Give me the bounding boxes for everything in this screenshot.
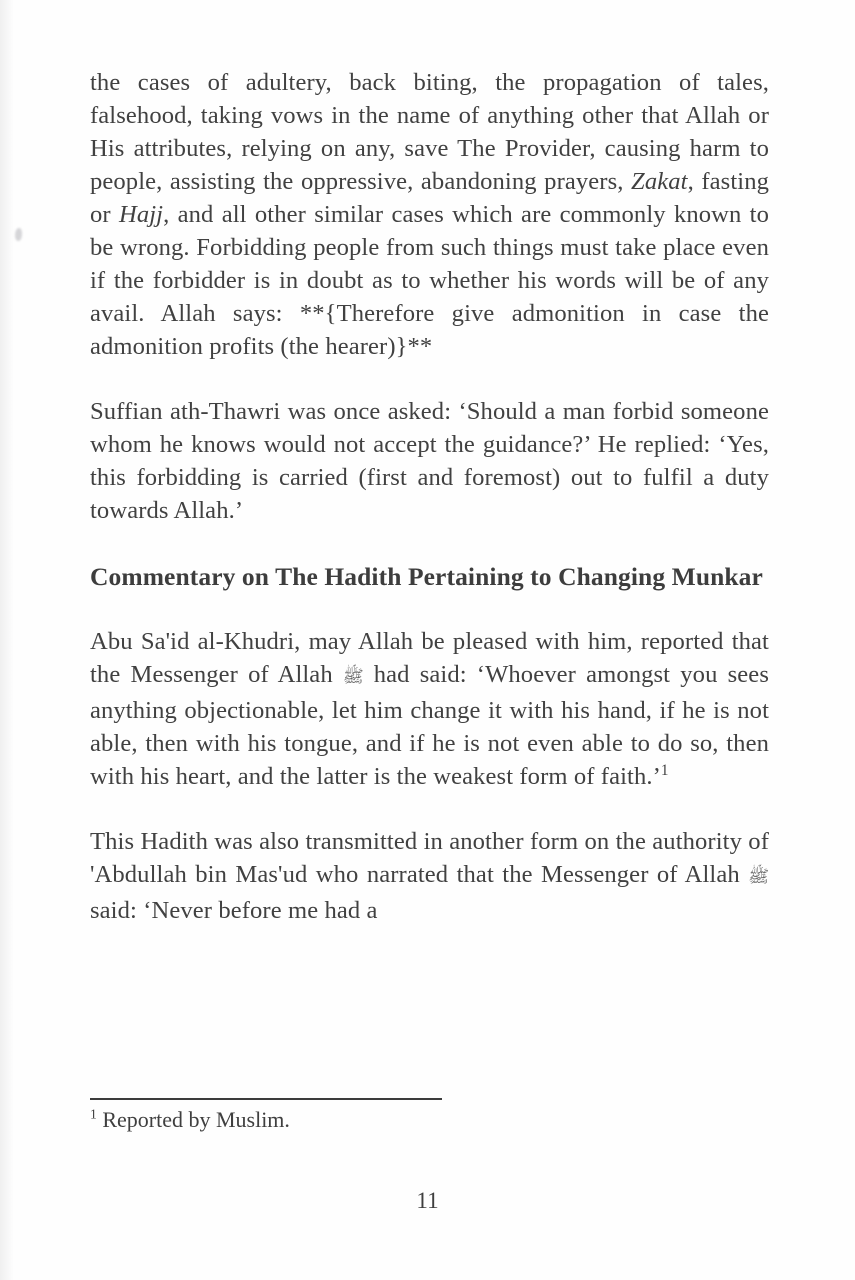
paragraph [90,395,769,527]
italic-term: Zakat [631,168,688,195]
footnote [90,1107,769,1133]
footnote-marker: 1 [90,1106,97,1122]
sallallahu-alayhi-wasallam-symbol: ﷺ [748,867,769,887]
footnote-reference: 1 [660,761,669,779]
paragraph [90,66,769,363]
footnote-text: Reported by Muslim. [96,1107,290,1132]
footnote-area [90,1098,769,1133]
text-run: Suffian ath-Thawri was once asked: ‘Should a man forbid someone whom he knows would not accept the guidance?’ He replied: ‘Yes, this forbidding is carried (first and foremost) out to fulfil a duty towards Allah.’ [90,398,769,524]
text-run: Abu Sa'id al-Khudri, may Allah be pleased with him, reported that the Messenger of Allah [90,628,769,688]
text-run: said: ‘Never before me had a [90,897,378,924]
paragraph [90,625,769,793]
italic-term: Hajj [118,201,164,228]
footnote-divider [90,1098,442,1100]
text-run: the cases of adultery, back biting, the propagation of tales, falsehood, taking vows in the name of anything other that Allah or His attributes, relying on any, save The Provider, causing harm to people, assisting the oppressive, abandoning prayers, [90,69,769,195]
paragraph [90,825,769,927]
text-run: This Hadith was also transmitted in another form on the authority of 'Abdullah bin Mas'ud who narrated that the Messenger of Allah [90,828,769,888]
section-heading [90,559,769,594]
text-run: Commentary on The Hadith Pertaining to Changing Munkar [90,562,763,591]
text-run: had said: ‘Whoever amongst you sees anything objectionable, let him change it with his hand, if he is not able, then with his tongue, and if he is not even able to do so, then with his heart, and the latter is the weakest form of faith.’ [90,661,769,790]
text-run: , fasting or [90,168,769,228]
page-number: 11 [416,1188,439,1213]
text-run: , and all other similar cases which are commonly known to be wrong. Forbidding people from such things must take place even if the forbidder is in doubt as to whether his words will be of any avail. Allah says: **{Therefore give admonition in case the admonition profits (the hearer)}** [90,201,770,360]
sallallahu-alayhi-wasallam-symbol: ﷺ [342,667,364,687]
